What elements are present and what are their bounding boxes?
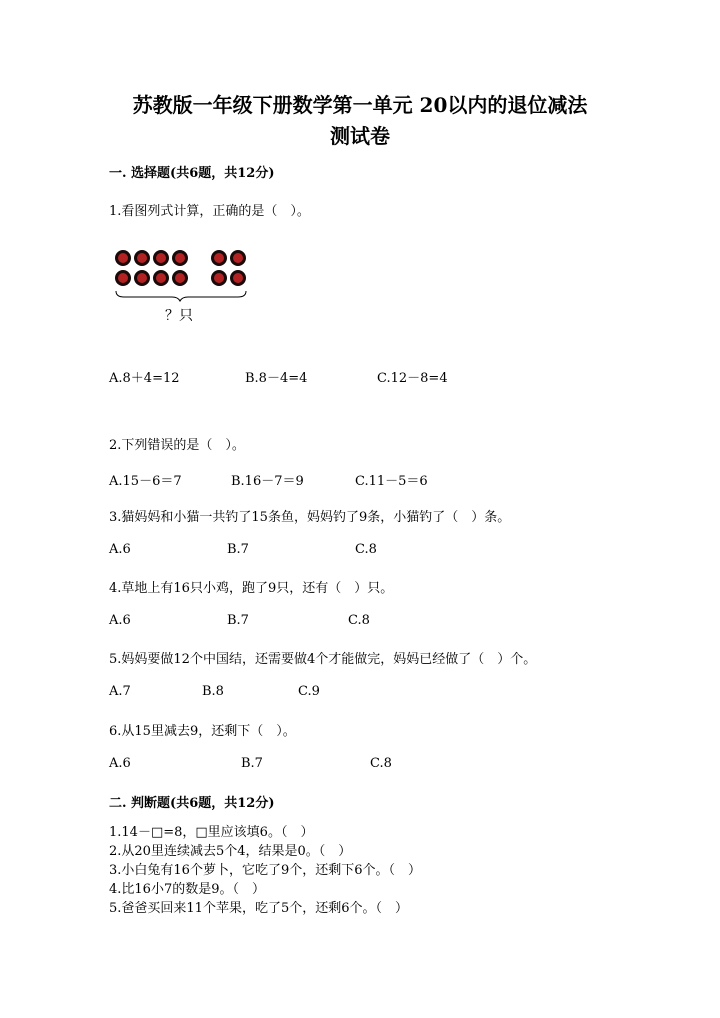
- question-1: 1.看图列式计算，正确的是（ ）。: [109, 204, 310, 219]
- page-title: [60, 90, 660, 152]
- ball-icon: [172, 270, 188, 286]
- judgement-item-3: 3.小白兔有16个萝卜，它吃了9个，还剩下6个。（ ）: [109, 863, 421, 878]
- ball-group-left: [115, 250, 188, 286]
- ball-icon: [230, 270, 246, 286]
- q6-option-b: B.7: [241, 756, 263, 771]
- q3-option-b: B.7: [227, 542, 249, 557]
- q3-option-a: A.6: [109, 542, 131, 557]
- q3-option-c: C.8: [355, 542, 377, 557]
- ball-icon: [211, 250, 227, 266]
- judgement-item-1: 1.14－□=8，□里应该填6。（ ）: [109, 825, 314, 840]
- q4-option-c: C.8: [348, 613, 370, 628]
- q1-option-a: A.8＋4=12: [109, 371, 180, 386]
- q6-option-c: C.8: [370, 756, 392, 771]
- q4-option-b: B.7: [227, 613, 249, 628]
- question-6: 6.从15里减去9，还剩下（ ）。: [109, 724, 296, 739]
- q5-option-b: B.8: [202, 684, 224, 699]
- title-line-2: 测试卷: [330, 124, 390, 148]
- judgement-item-2: 2.从20里连续减去5个4，结果是0。（ ）: [109, 844, 352, 859]
- q5-option-a: A.7: [109, 684, 131, 699]
- ball-icon: [115, 250, 131, 266]
- question-2: 2.下列错误的是（ ）。: [109, 438, 245, 453]
- figure-label: ？只: [165, 308, 193, 324]
- q1-option-b: B.8－4=4: [245, 371, 308, 386]
- ball-group-right: [211, 250, 246, 286]
- question-4: 4.草地上有16只小鸡，跑了9只，还有（ ）只。: [109, 581, 394, 596]
- q4-option-a: A.6: [109, 613, 131, 628]
- ball-icon: [134, 250, 150, 266]
- judgement-item-5: 5.爸爸买回来11个苹果，吃了5个，还剩6个。（ ）: [109, 901, 408, 916]
- q6-option-a: A.6: [109, 756, 131, 771]
- ball-icon: [153, 270, 169, 286]
- ball-icon: [153, 250, 169, 266]
- q1-option-c: C.12－8=4: [377, 371, 448, 386]
- q2-option-c: C.11－5＝6: [355, 474, 428, 489]
- ball-icon: [115, 270, 131, 286]
- question-3: 3.猫妈妈和小猫一共钓了15条鱼，妈妈钓了9条，小猫钓了（ ）条。: [109, 510, 511, 525]
- brace-icon: [116, 291, 246, 301]
- section-2-heading: 二. 判断题(共6题，共12分): [109, 796, 275, 811]
- ball-icon: [134, 270, 150, 286]
- q5-option-c: C.9: [298, 684, 320, 699]
- judgement-item-4: 4.比16小7的数是9。（ ）: [109, 882, 265, 897]
- ball-icon: [211, 270, 227, 286]
- ball-icon: [172, 250, 188, 266]
- section-1-heading: 一. 选择题(共6题，共12分): [109, 166, 275, 181]
- question-5: 5.妈妈要做12个中国结，还需要做4个才能做完，妈妈已经做了（ ）个。: [109, 652, 537, 667]
- title-line-1: 苏教版一年级下册数学第一单元 20以内的退位减法: [132, 93, 588, 117]
- q2-option-a: A.15－6＝7: [109, 474, 182, 489]
- ball-icon: [230, 250, 246, 266]
- q2-option-b: B.16－7＝9: [231, 474, 304, 489]
